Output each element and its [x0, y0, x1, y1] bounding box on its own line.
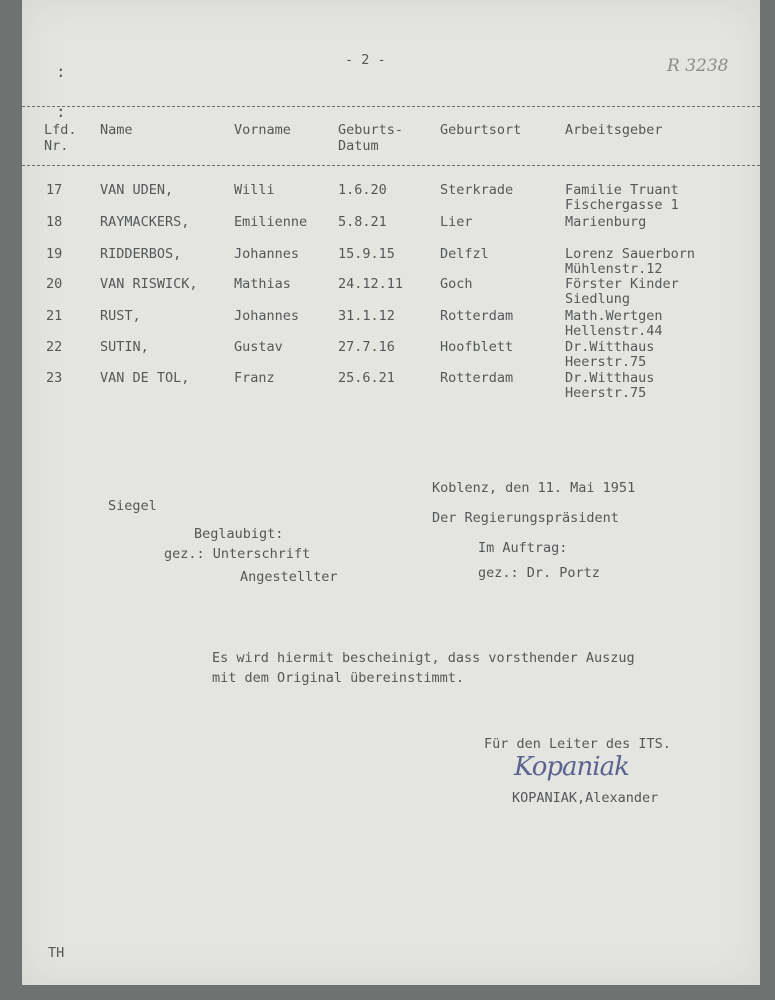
attestation-line-1: Es wird hiermit bescheinigt, dass vorsthender Auszug [212, 650, 635, 666]
row-nr: 19 [46, 246, 63, 262]
unterschrift: gez.: Unterschrift [164, 546, 311, 562]
punch-hole-mark: : [56, 62, 66, 81]
row-datum: 1.6.20 [338, 182, 387, 198]
im-auftrag: Im Auftrag: [478, 540, 568, 556]
place-date: Koblenz, den 11. Mai 1951 [432, 480, 636, 496]
column-header-nr: Lfd. [44, 122, 77, 138]
row-datum: 25.6.21 [338, 370, 395, 386]
row-vorname: Johannes [234, 246, 300, 262]
row-name: VAN UDEN, [100, 182, 174, 198]
for-leiter: Für den Leiter des ITS. [484, 736, 671, 752]
row-name: RUST, [100, 308, 141, 324]
row-name: VAN RISWICK, [100, 276, 198, 292]
page-number: - 2 - [345, 52, 386, 68]
column-header-datum-2: Datum [338, 138, 379, 154]
row-ort: Sterkrade [440, 182, 514, 198]
row-ort: Lier [440, 214, 473, 230]
signature: Kopaniak [514, 752, 629, 782]
authority: Der Regierungspräsident [432, 510, 619, 526]
typed-name: KOPANIAK,Alexander [512, 790, 659, 806]
row-datum: 27.7.16 [338, 339, 395, 355]
column-header-ort: Geburtsort [440, 122, 522, 138]
row-arbeitgeber-1: Dr.Witthaus [565, 339, 655, 355]
beglaubigt-label: Beglaubigt: [194, 526, 284, 542]
row-vorname: Franz [234, 370, 275, 386]
table-row [22, 276, 760, 310]
column-header-datum: Geburts- [338, 122, 404, 138]
angestellter: Angestellter [240, 569, 338, 585]
table-top-rule [22, 106, 760, 107]
row-arbeitgeber-1: Marienburg [565, 214, 647, 230]
row-nr: 20 [46, 276, 63, 292]
row-arbeitgeber-2: Fischergasse 1 [565, 197, 679, 213]
row-vorname: Mathias [234, 276, 291, 292]
archive-mark: R 3238 [667, 56, 729, 76]
row-arbeitgeber-1: Math.Wertgen [565, 308, 663, 324]
table-row [22, 370, 760, 404]
column-header-name: Name [100, 122, 133, 138]
row-nr: 23 [46, 370, 63, 386]
row-arbeitgeber-2: Mühlenstr.12 [565, 261, 663, 277]
row-arbeitgeber-1: Familie Truant [565, 182, 679, 198]
table-header-rule [22, 165, 760, 166]
row-vorname: Willi [234, 182, 275, 198]
row-name: RIDDERBOS, [100, 246, 182, 262]
table-row [22, 308, 760, 342]
row-ort: Goch [440, 276, 473, 292]
row-datum: 15.9.15 [338, 246, 395, 262]
attestation-line-2: mit dem Original übereinstimmt. [212, 670, 464, 686]
row-nr: 17 [46, 182, 63, 198]
row-ort: Hoofblett [440, 339, 514, 355]
signed-by: gez.: Dr. Portz [478, 565, 600, 581]
row-arbeitgeber-2: Heerstr.75 [565, 385, 647, 401]
row-ort: Rotterdam [440, 370, 514, 386]
row-arbeitgeber-1: Lorenz Sauerborn [565, 246, 696, 262]
row-arbeitgeber-2: Siedlung [565, 291, 631, 307]
row-name: RAYMACKERS, [100, 214, 190, 230]
punch-hole-mark: : [56, 102, 66, 121]
table-row [22, 182, 760, 216]
row-datum: 24.12.11 [338, 276, 404, 292]
document-page [22, 0, 760, 985]
row-nr: 21 [46, 308, 63, 324]
row-vorname: Emilienne [234, 214, 308, 230]
row-arbeitgeber-1: Förster Kinder [565, 276, 679, 292]
row-vorname: Johannes [234, 308, 300, 324]
table-row [22, 246, 760, 280]
row-nr: 18 [46, 214, 63, 230]
row-ort: Delfzl [440, 246, 489, 262]
row-ort: Rotterdam [440, 308, 514, 324]
column-header-arbeitgeber: Arbeitsgeber [565, 122, 663, 138]
column-header-nr-2: Nr. [44, 138, 69, 154]
column-header-vorname: Vorname [234, 122, 291, 138]
row-arbeitgeber-2: Heerstr.75 [565, 354, 647, 370]
row-nr: 22 [46, 339, 63, 355]
row-name: SUTIN, [100, 339, 149, 355]
table-row [22, 339, 760, 373]
row-name: VAN DE TOL, [100, 370, 190, 386]
siegel-label: Siegel [108, 498, 157, 514]
row-datum: 31.1.12 [338, 308, 395, 324]
row-arbeitgeber-2: Hellenstr.44 [565, 323, 663, 339]
row-vorname: Gustav [234, 339, 283, 355]
row-arbeitgeber-1: Dr.Witthaus [565, 370, 655, 386]
footer-initials: TH [48, 945, 65, 961]
table-row [22, 214, 760, 248]
row-datum: 5.8.21 [338, 214, 387, 230]
